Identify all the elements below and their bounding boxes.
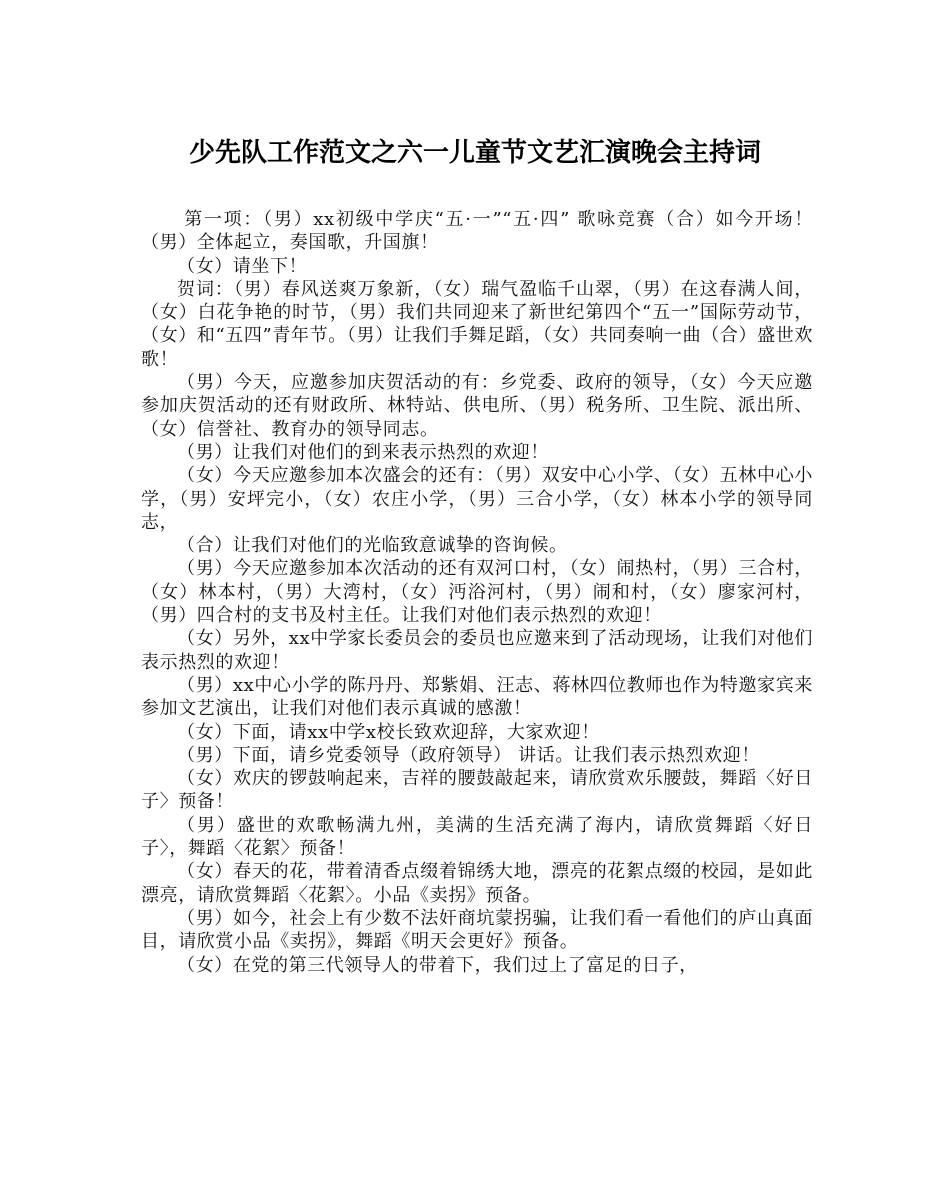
paragraph: （男）下面，请乡党委领导（政府领导） 讲话。让我们表示热烈欢迎！ <box>177 744 760 766</box>
paragraph: （女）另外，xx中学家长委员会的委员也应邀来到了活动现场，让我们对他们表示热烈的欢迎！ <box>141 628 813 673</box>
paragraph: 第一项：（男）xx初级中学庆“五·一”“五·四” 歌咏竞赛（合）如今开场！（男）全体起立，奏国歌，升国旗！ <box>141 209 813 254</box>
paragraph: （女）春天的花，带着清香点缀着锦绣大地，漂亮的花絮点缀的校园，是如此漂亮，请欣赏舞蹈〈花絮〉。小品《卖拐》预备。 <box>141 861 813 906</box>
paragraph: （女）在党的第三代领导人的带着下，我们过上了富足的日子， <box>177 954 698 976</box>
document-title: 少先队工作范文之六一儿童节文艺汇演晚会主持词 <box>188 138 761 168</box>
document-body <box>141 208 813 977</box>
paragraph: （男）盛世的欢歌畅满九州，美满的生活充满了海内，请欣赏舞蹈〈好日子〉，舞蹈〈花絮〉预备！ <box>141 814 813 860</box>
paragraph: （男）今天应邀参加本次活动的还有双河口村，（女）闹热村，（男）三合村，（女）林本村，（男）大湾村，（女）沔浴河村，（男）闹和村，（女）廖家河村，（男）四合村的支书及村主任。让我们对他们表示热烈的欢迎！ <box>141 558 813 627</box>
paragraph: （女）今天应邀参加本次盛会的还有：（男）双安中心小学、（女）五林中心小学，（男）安坪完小，（女）农庄小学，（男）三合小学，（女）林本小学的领导同志， <box>141 465 813 533</box>
paragraph: （女）下面，请xx中学x校长致欢迎辞，大家欢迎！ <box>177 721 600 743</box>
paragraph: （男）今天，应邀参加庆贺活动的有：乡党委、政府的领导，（女）今天应邀参加庆贺活动的还有财政所、林特站、供电所、（男）税务所、卫生院、派出所、（女）信誉社、教育办的领导同志。 <box>141 372 813 440</box>
paragraph: （合）让我们对他们的光临致意诚挚的咨询候。 <box>177 535 568 557</box>
paragraph: （女）欢庆的锣鼓响起来，吉祥的腰鼓敲起来，请欣赏欢乐腰鼓，舞蹈〈好日子〉预备！ <box>141 768 813 813</box>
paragraph: （女）请坐下！ <box>177 255 308 277</box>
paragraph: （男）让我们对他们的到来表示热烈的欢迎！ <box>177 441 549 463</box>
paragraph: （男）xx中心小学的陈丹丹、郑紫娟、汪志、蒋林四位教师也作为特邀家宾来参加文艺演出，让我们对他们表示真诚的感激！ <box>141 674 813 720</box>
paragraph: 贺词：（男）春风送爽万象新，（女）瑞气盈临千山翠，（男）在这春满人间，（女）白花争艳的时节，（男）我们共同迎来了新世纪第四个“五一”国际劳动节，（女）和“五四”青年节。（男）让我们手舞足蹈，（女）共同奏响一曲（合）盛世欢歌！ <box>141 278 813 370</box>
paragraph: （男）如今，社会上有少数不法奸商坑蒙拐骗，让我们看一看他们的庐山真面目，请欣赏小品《卖拐》，舞蹈《明天会更好》预备。 <box>141 907 813 953</box>
